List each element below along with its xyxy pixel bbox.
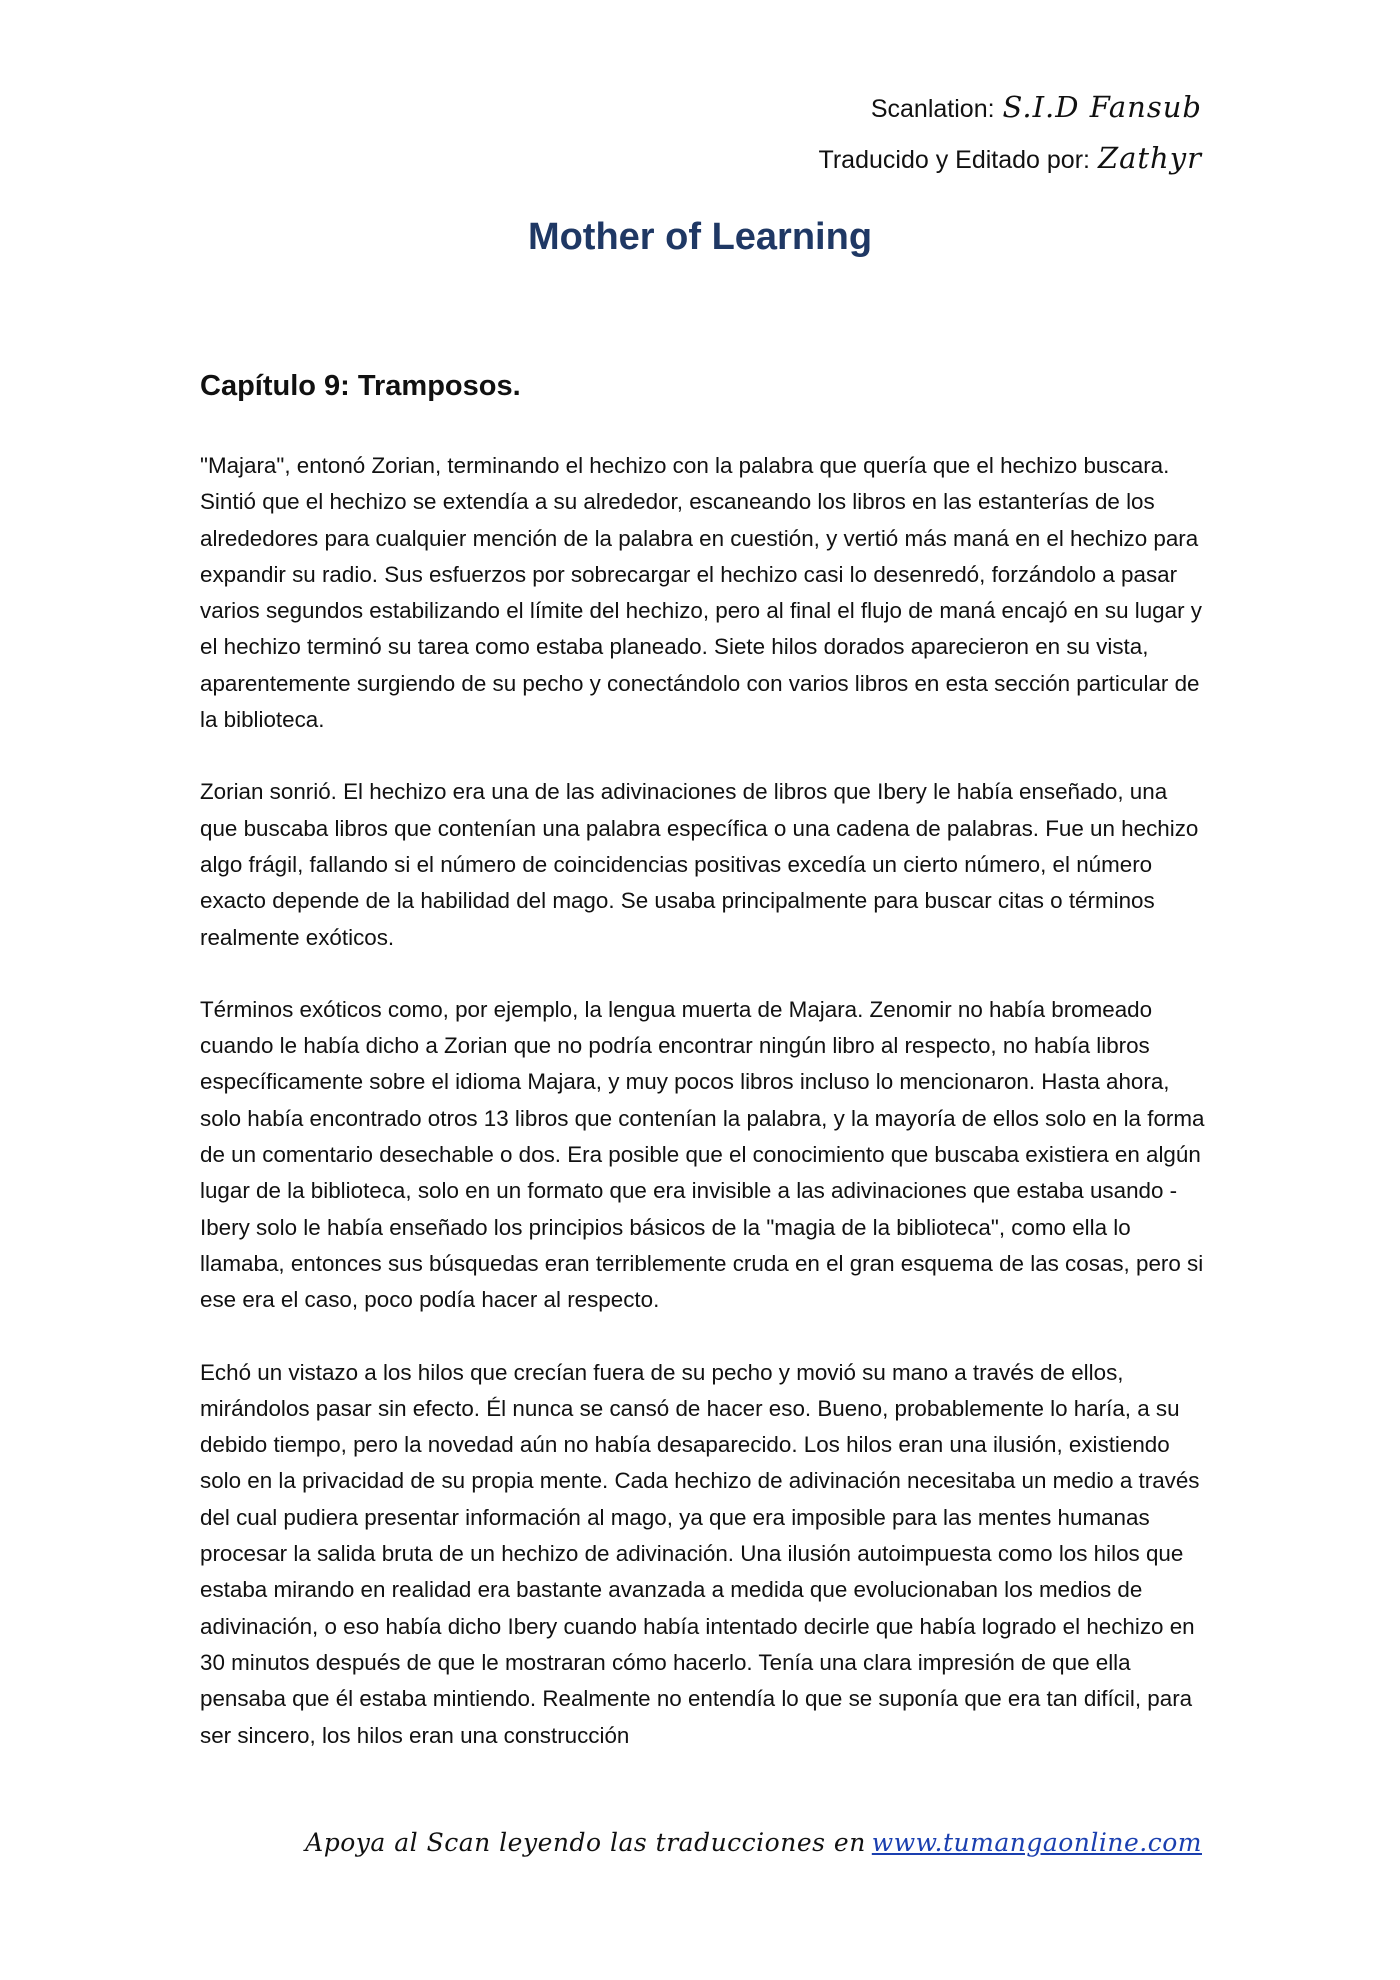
chapter-heading: Capítulo 9: Tramposos. [200, 370, 521, 402]
scanlation-group: S.I.D Fansub [1002, 90, 1202, 124]
paragraph: "Majara", entonó Zorian, terminando el hechizo con la palabra que quería que el hechizo buscara. Sintió que el hechizo se extendía a su alrededor, escaneando los libros en las estanterías de los alrededores para cualquier mención de la palabra en cuestión, y vertió más maná en el hechizo para expandir su radio. Sus esfuerzos por sobrecargar el hechizo casi lo desenredó, forzándolo a pasar varios segundos estabilizando el límite del hechizo, pero al final el flujo de maná encajó en su lugar y el hechizo terminó su tarea como estaba planeado. Siete hilos dorados aparecieron en su vista, aparentemente surgiendo de su pecho y conectándolo con varios libros en esta sección particular de la biblioteca. [200, 453, 1202, 733]
footer-link[interactable]: www.tumangaonline.com [871, 1828, 1202, 1857]
scanlation-label: Scanlation: [870, 95, 995, 123]
footer-note [305, 1828, 1202, 1857]
translator-credit [819, 141, 1202, 175]
paragraph: Términos exóticos como, por ejemplo, la lengua muerta de Majara. Zenomir no había bromeado cuando le había dicho a Zorian que no podría encontrar ningún libro al respecto, no había libros específicamente sobre el idioma Majara, y muy pocos libros incluso lo mencionaron. Hasta ahora, solo había encontrado otros 13 libros que contenían la palabra, y la mayoría de ellos solo en la forma de un comentario desechable o dos. Era posible que el conocimiento que buscaba existiera en algún lugar de la biblioteca, solo en un formato que era invisible a las adivinaciones que estaba usando - Ibery solo le había enseñado los principios básicos de la "magia de la biblioteca", como ella lo llamaba, entonces sus búsquedas eran terriblemente cruda en el gran esquema de las cosas, pero si ese era el caso, poco podía hacer al respecto. [200, 996, 1205, 1313]
paragraph: Echó un vistazo a los hilos que crecían fuera de su pecho y movió su mano a través de ellos, mirándolos pasar sin efecto. Él nunca se cansó de hacer eso. Bueno, probablemente lo haría, a su debido tiempo, pero la novedad aún no había desaparecido. Los hilos eran una ilusión, existiendo solo en la privacidad de su propia mente. Cada hechizo de adivinación necesitaba un medio a través del cual pudiera presentar información al mago, ya que era imposible para las mentes humanas procesar la salida bruta de un hechizo de adivinación. Una ilusión autoimpuesta como los hilos que estaba mirando en realidad era bastante avanzada a medida que evolucionaban los medios de adivinación, o eso había dicho Ibery cuando había intentado decirle que había logrado el hechizo en 30 minutos después de que le mostraran cómo hacerlo. Tenía una clara impresión de que ella pensaba que él estaba mintiendo. Realmente no entendía lo que se suponía que era tan difícil, para ser sincero, los hilos eran una construcción [200, 1359, 1200, 1748]
scanlation-credit [871, 90, 1202, 124]
chapter-body [200, 448, 1210, 1790]
paragraph: Zorian sonrió. El hechizo era una de las adivinaciones de libros que Ibery le había enseñado, una que buscaba libros que contenían una palabra específica o una cadena de palabras. Fue un hechizo algo frágil, fallando si el número de coincidencias positivas excedía un cierto número, el número exacto depende de la habilidad del mago. Se usaba principalmente para buscar citas o términos realmente exóticos. [200, 779, 1199, 950]
footer-text: Apoya al Scan leyendo las traducciones en [305, 1828, 866, 1857]
translator-label: Traducido y Editado por: [818, 146, 1090, 174]
translator-name: Zathyr [1097, 141, 1202, 175]
document-title: Mother of Learning [527, 216, 873, 258]
